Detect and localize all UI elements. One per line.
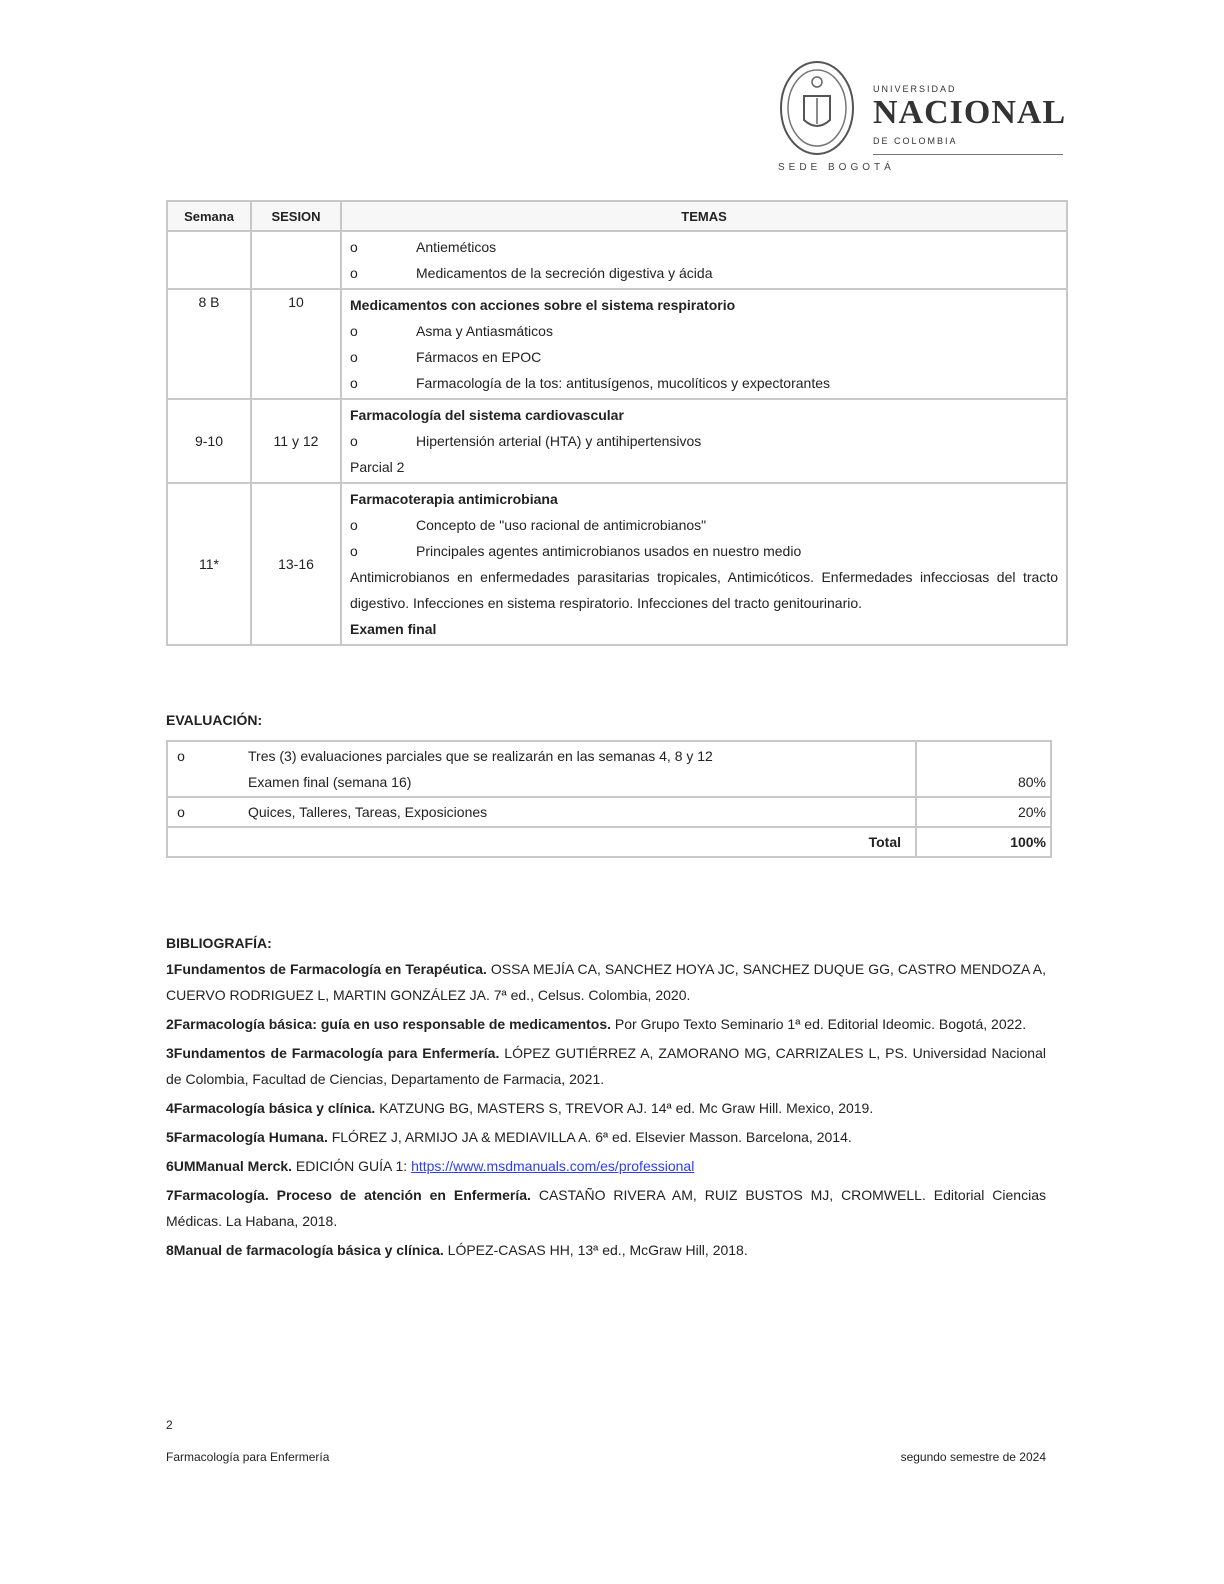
topic-heading: Farmacología del sistema cardiovascular bbox=[350, 407, 624, 423]
topic-paragraph: Antimicrobianos en enfermedades parasitarias tropicales, Antimicóticos. Enfermedades infecciosas del tracto digestivo. Infecciones en sistema respiratorio. Infecciones del tracto genitourinario. bbox=[350, 569, 1058, 611]
bibliography-title: BIBLIOGRAFÍA: bbox=[166, 935, 272, 951]
bibliography bbox=[166, 930, 1046, 1266]
eval-total-label: Total bbox=[167, 827, 916, 857]
cell-semana bbox=[167, 231, 251, 289]
bibliography-entry: 1Fundamentos de Farmacología en Terapéutica. OSSA MEJÍA CA, SANCHEZ HOYA JC, SANCHEZ DUQUE GG, CASTRO MENDOZA A, CUERVO RODRIGUEZ L, MARTIN GONZÁLEZ JA. 7ª ed., Celsus. Colombia, 2020. bbox=[166, 961, 1046, 1003]
cell-semana: 8 B bbox=[167, 289, 251, 399]
bibliography-entry: 7Farmacología. Proceso de atención en Enfermería. CASTAÑO RIVERA AM, RUIZ BUSTOS MJ, CROMWELL. Editorial Ciencias Médicas. La Habana, 2018. bbox=[166, 1187, 1046, 1229]
eval-description: Quices, Talleres, Tareas, Exposiciones bbox=[194, 797, 916, 827]
page-number: 2 bbox=[166, 1418, 173, 1432]
cell-temas bbox=[341, 231, 1067, 289]
merck-manual-link[interactable]: https://www.msdmanuals.com/es/professional bbox=[411, 1158, 695, 1174]
cell-semana: 11* bbox=[167, 483, 251, 645]
bibliography-entry: 6UMManual Merck. EDICIÓN GUÍA 1: https://www.msdmanuals.com/es/professional bbox=[166, 1158, 695, 1174]
col-header-semana: Semana bbox=[167, 201, 251, 231]
table-row bbox=[167, 741, 1051, 797]
program-table bbox=[166, 200, 1068, 646]
cell-sesion bbox=[251, 231, 341, 289]
table-row bbox=[167, 797, 1051, 827]
bibliography-entry: 5Farmacología Humana. FLÓREZ J, ARMIJO JA & MEDIAVILLA A. 6ª ed. Elsevier Masson. Barcelona, 2014. bbox=[166, 1129, 852, 1145]
list-item: o Antieméticos bbox=[350, 239, 497, 255]
evaluation-title: EVALUACIÓN: bbox=[166, 712, 263, 728]
exam-label: Examen final bbox=[350, 621, 437, 637]
table-header-row bbox=[167, 201, 1067, 231]
cell-temas bbox=[341, 289, 1067, 399]
university-logo bbox=[778, 58, 1068, 178]
eval-total-pct: 100% bbox=[916, 827, 1051, 857]
cell-temas bbox=[341, 483, 1067, 645]
eval-description: Tres (3) evaluaciones parciales que se realizarán en las semanas 4, 8 y 12 Examen final (semana 16) bbox=[194, 741, 916, 797]
exam-label: Parcial 2 bbox=[350, 459, 405, 475]
bibliography-entry: 3Fundamentos de Farmacología para Enfermería. LÓPEZ GUTIÉRREZ A, ZAMORANO MG, CARRIZALES L, PS. Universidad Nacional de Colombia, Facultad de Ciencias, Departamento de Farmacia, 2021. bbox=[166, 1045, 1046, 1087]
topic-heading: Medicamentos con acciones sobre el sistema respiratorio bbox=[350, 297, 736, 313]
logo-text-top: UNIVERSIDAD bbox=[873, 84, 957, 94]
eval-bullet: o bbox=[167, 797, 194, 827]
bibliography-entry: 8Manual de farmacología básica y clínica. LÓPEZ-CASAS HH, 13ª ed., McGraw Hill, 2018. bbox=[166, 1242, 748, 1258]
bibliography-entry: 4Farmacología básica y clínica. KATZUNG BG, MASTERS S, TREVOR AJ. 14ª ed. Mc Graw Hill. Mexico, 2019. bbox=[166, 1100, 874, 1116]
eval-percentage: 80% bbox=[916, 741, 1051, 797]
cell-sesion: 13-16 bbox=[251, 483, 341, 645]
list-item: o Asma y Antiasmáticos bbox=[350, 323, 553, 339]
logo-text-bottom: DE COLOMBIA bbox=[873, 136, 958, 146]
logo-divider bbox=[873, 154, 1063, 155]
cell-temas bbox=[341, 399, 1067, 483]
cell-sesion: 11 y 12 bbox=[251, 399, 341, 483]
eval-percentage: 20% bbox=[916, 797, 1051, 827]
logo-text-sede: SEDE BOGOTÁ bbox=[778, 162, 895, 173]
list-item: o Farmacología de la tos: antitusígenos, mucolíticos y expectorantes bbox=[350, 375, 830, 391]
list-item: o Hipertensión arterial (HTA) y antihipertensivos bbox=[350, 433, 702, 449]
topic-heading: Farmacoterapia antimicrobiana bbox=[350, 491, 558, 507]
bibliography-entry: 2Farmacología básica: guía en uso responsable de medicamentos. Por Grupo Texto Seminario 1ª ed. Editorial Ideomic. Bogotá, 2022. bbox=[166, 1016, 1027, 1032]
seal-icon bbox=[778, 58, 856, 158]
col-header-temas: TEMAS bbox=[341, 201, 1067, 231]
footer-course: Farmacología para Enfermería bbox=[166, 1450, 330, 1464]
list-item: o Principales agentes antimicrobianos usados en nuestro medio bbox=[350, 543, 802, 559]
table-row bbox=[167, 827, 1051, 857]
cell-sesion: 10 bbox=[251, 289, 341, 399]
table-row bbox=[167, 399, 1067, 483]
logo-text-main: NACIONAL bbox=[873, 94, 1067, 131]
list-item: o Medicamentos de la secreción digestiva y ácida bbox=[350, 265, 713, 281]
col-header-sesion: SESION bbox=[251, 201, 341, 231]
list-item: o Concepto de "uso racional de antimicrobianos" bbox=[350, 517, 707, 533]
eval-bullet: o bbox=[167, 741, 194, 797]
list-item: o Fármacos en EPOC bbox=[350, 349, 542, 365]
table-row bbox=[167, 289, 1067, 399]
footer-semester: segundo semestre de 2024 bbox=[900, 1450, 1046, 1464]
table-row bbox=[167, 231, 1067, 289]
table-row bbox=[167, 483, 1067, 645]
evaluation-table bbox=[166, 740, 1052, 858]
cell-semana: 9-10 bbox=[167, 399, 251, 483]
